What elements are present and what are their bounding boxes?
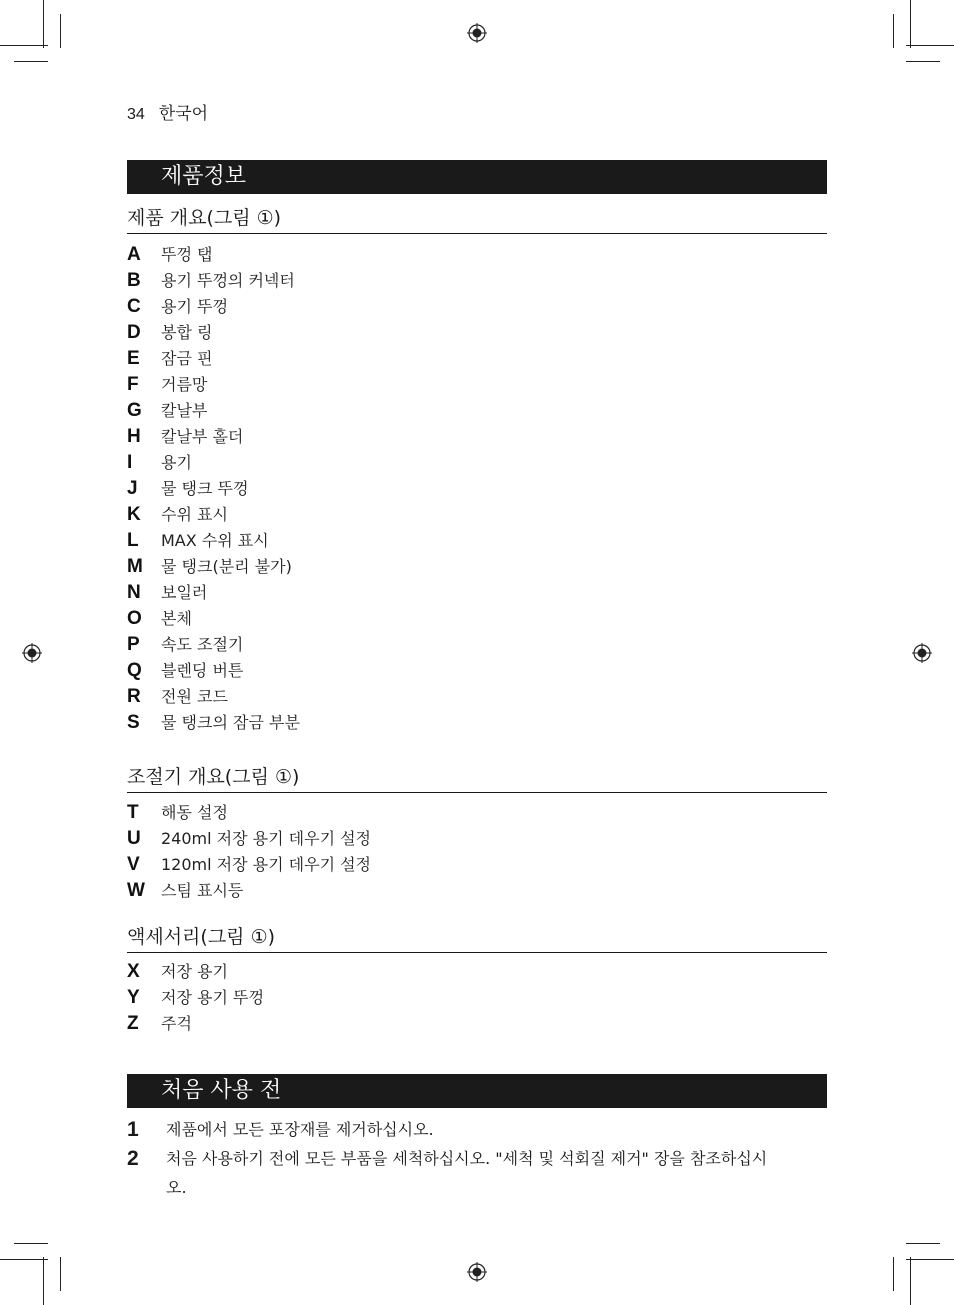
item-text: 칼날부 [161,401,208,420]
crop-mark [60,14,61,48]
list-item [127,502,300,528]
list-item [127,826,371,852]
list-item [127,580,300,606]
item-text: 뚜껑 탭 [161,245,213,264]
section-title-product-info: 제품정보 [127,160,827,194]
list-item [127,294,300,320]
item-text: 거름망 [161,375,208,394]
registration-mark-icon [22,643,42,663]
item-letter: G [127,400,142,421]
step-text: 제품에서 모든 포장재를 제거하십시오. [166,1120,434,1139]
list-item [127,268,300,294]
list-item [127,424,300,450]
crop-mark [14,61,48,62]
item-text: 칼날부 홀더 [161,427,244,446]
item-text: 저장 용기 [161,962,228,981]
item-text: 용기 뚜껑의 커넥터 [161,271,295,290]
list-item [127,852,371,878]
item-letter: R [127,686,141,707]
item-letter: X [127,961,140,982]
crop-mark [906,1259,954,1260]
item-letter: Z [127,1013,139,1034]
crop-mark [60,1257,61,1291]
list-item [127,242,300,268]
item-text: 물 탱크(분리 불가) [161,557,292,576]
item-text: 해동 설정 [161,803,228,822]
item-letter: Q [127,660,142,681]
crop-mark [893,14,894,48]
item-text: 주걱 [161,1014,192,1033]
controls-list [127,800,371,904]
crop-mark [910,0,911,48]
crop-mark [43,0,44,48]
item-letter: C [127,296,141,317]
list-item [127,372,300,398]
list-item [127,554,300,580]
crop-mark [906,45,954,46]
list-item [127,320,300,346]
step-item [127,1115,827,1144]
item-text: 블렌딩 버튼 [161,661,244,680]
list-item [127,658,300,684]
list-item [127,684,300,710]
crop-mark [0,45,48,46]
item-letter: J [127,478,138,499]
list-item [127,528,300,554]
steps-list [127,1115,827,1202]
page-number: 34 [127,106,145,123]
crop-mark [906,1243,940,1244]
list-item [127,450,300,476]
step-number: 2 [127,1147,139,1170]
item-text: 저장 용기 뚜껑 [161,988,264,1007]
list-item [127,398,300,424]
crop-mark [14,1243,48,1244]
item-text: 물 탱크 뚜껑 [161,479,249,498]
item-letter: Y [127,987,140,1008]
list-item [127,632,300,658]
accessories-list [127,959,264,1037]
item-letter: D [127,322,141,343]
item-letter: H [127,426,141,447]
item-letter: O [127,608,142,629]
item-letter: F [127,374,139,395]
step-text: 처음 사용하기 전에 모든 부품을 세척하십시오. "세척 및 석회질 제거" 장을 참조하십시오. [166,1149,768,1197]
crop-mark [893,1257,894,1291]
item-letter: A [127,244,141,265]
item-letter: N [127,582,141,603]
item-text: 봉합 링 [161,323,213,342]
item-text: 보일러 [161,583,208,602]
list-item [127,985,264,1011]
item-text: 수위 표시 [161,505,228,524]
crop-mark [0,1259,48,1260]
item-letter: L [127,530,139,551]
item-letter: P [127,634,140,655]
crop-mark [910,1257,911,1305]
crop-mark [906,61,940,62]
item-letter: T [127,802,139,823]
step-item [127,1144,827,1202]
item-letter: K [127,504,141,525]
item-letter: W [127,880,145,901]
item-letter: M [127,556,143,577]
item-text: 잠금 핀 [161,349,213,368]
controls-heading: 조절기 개요(그림 ①) [127,765,827,793]
registration-mark-icon [467,23,487,43]
language-label: 한국어 [158,104,209,124]
accessories-heading: 액세서리(그림 ①) [127,925,827,953]
item-letter: E [127,348,140,369]
step-number: 1 [127,1118,139,1141]
section-title-before-first-use: 처음 사용 전 [127,1074,827,1108]
item-letter: U [127,828,141,849]
list-item [127,476,300,502]
list-item [127,959,264,985]
item-text: 물 탱크의 잠금 부분 [161,713,300,732]
item-text: MAX 수위 표시 [161,531,269,550]
item-letter: V [127,854,140,875]
list-item [127,710,300,736]
list-item [127,1011,264,1037]
item-text: 본체 [161,609,192,628]
item-text: 용기 [161,453,192,472]
list-item [127,800,371,826]
item-letter: B [127,270,141,291]
list-item [127,346,300,372]
item-text: 용기 뚜껑 [161,297,228,316]
registration-mark-icon [912,643,932,663]
item-text: 120ml 저장 용기 데우기 설정 [161,855,372,874]
item-text: 속도 조절기 [161,635,244,654]
list-item [127,606,300,632]
item-text: 240ml 저장 용기 데우기 설정 [161,829,372,848]
crop-mark [43,1257,44,1305]
page-header [127,99,208,124]
registration-mark-icon [467,1262,487,1282]
item-letter: S [127,712,140,733]
overview-heading: 제품 개요(그림 ①) [127,206,827,234]
item-letter: I [127,452,133,473]
item-text: 스팀 표시등 [161,881,244,900]
item-text: 전원 코드 [161,687,228,706]
parts-list [127,242,300,736]
list-item [127,878,371,904]
